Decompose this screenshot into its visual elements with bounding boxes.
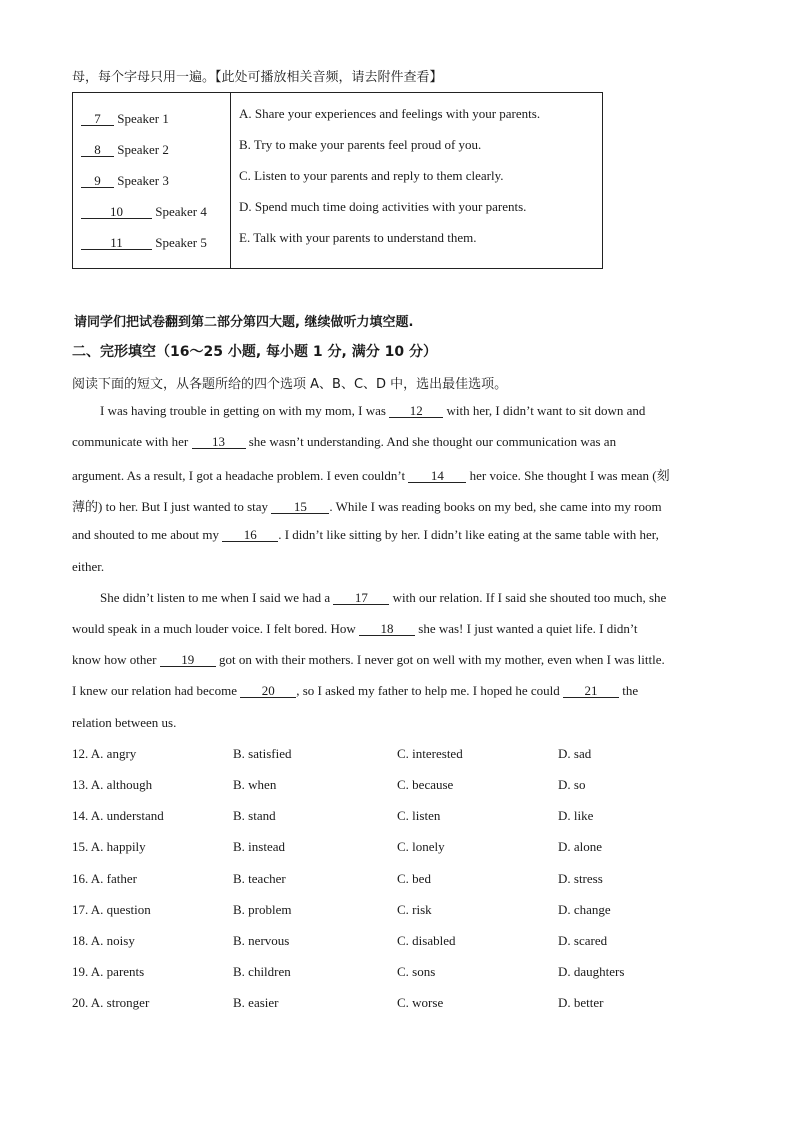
passage-line [100,403,645,419]
question-option: C. interested [397,746,463,761]
passage-text: she was! I just wanted a quiet life. I didn’t [415,621,638,636]
question-option: D. alone [558,839,603,854]
answer-blank: 8 [81,143,114,157]
passage-line [72,621,638,637]
passage-text: She didn’t listen to me when I said we had a [100,590,334,605]
passage-line [72,434,616,450]
speaker-label: Speaker 3 [117,173,169,188]
question-option: B. teacher [233,871,286,886]
passage-text: she wasn’t understanding. And she thought our communication was an [245,434,617,449]
blank-15: 15 [271,500,329,514]
passage-text: with our relation. If I said she shouted too much, she [389,590,667,605]
question-option: D. scared [558,933,608,948]
question-option: C. risk [397,902,432,917]
question-option: C. worse [397,995,444,1010]
blank-19: 19 [160,653,216,667]
option-c: C. Listen to your parents and reply to them clearly. [239,168,504,183]
speaker-row [81,204,207,220]
speaker-label: Speaker 2 [117,142,169,157]
speaker-row [81,142,169,158]
question-option: 12. A. angry [72,746,137,761]
listening-intro: 母，每个字母只用一遍。【此处可播放相关音频，请去附件查看】 [72,70,443,85]
question-option: B. satisfied [233,746,292,761]
question-option: D. daughters [558,964,625,979]
question-option: D. sad [558,746,592,761]
question-option: D. better [558,995,604,1010]
question-option: 13. A. although [72,777,153,792]
option-a: A. Share your experiences and feelings with your parents. [239,106,541,121]
question-option: B. when [233,777,277,792]
question-option: 18. A. noisy [72,933,135,948]
question-option: B. children [233,964,291,979]
passage-text: her voice. She thought I was mean (刻 [466,468,670,483]
passage-line [72,527,659,543]
passage-text: communicate with her [72,434,192,449]
option-b: B. Try to make your parents feel proud of you. [239,137,482,152]
question-option: C. sons [397,964,436,979]
passage-text: 薄的) to her. But I just wanted to stay [72,499,272,514]
question-option: 19. A. parents [72,964,145,979]
question-option: C. disabled [397,933,456,948]
blank-13: 13 [192,435,246,449]
speaker-row [81,111,169,127]
passage-text: I knew our relation had become [72,683,241,698]
blank-21: 21 [563,684,619,698]
answer-blank: 11 [81,236,152,250]
passage-text: would speak in a much louder voice. I felt bored. How [72,621,360,636]
passage-line [72,652,665,668]
blank-17: 17 [333,591,389,605]
speaker-row [81,173,169,189]
question-option: B. instead [233,839,285,854]
question-option: 17. A. question [72,902,151,917]
passage-text: I was having trouble in getting on with my mom, I was [100,403,390,418]
passage-text: . While I was reading books on my bed, she came into my room [329,499,662,514]
speaker-row [81,235,207,251]
question-option: 15. A. happily [72,839,146,854]
section-instruction: 阅读下面的短文，从各题所给的四个选项 A、B、C、D 中，选出最佳选项。 [72,377,508,392]
turn-page-notice: 请同学们把试卷翻到第二部分第四大题, 继续做听力填空题. [74,315,414,330]
passage-line [72,683,638,699]
question-option: C. bed [397,871,431,886]
passage-text: argument. As a result, I got a headache problem. I even couldn’t [72,468,409,483]
blank-20: 20 [240,684,296,698]
question-option: C. lonely [397,839,445,854]
speaker-label: Speaker 1 [117,111,169,126]
question-option: B. easier [233,995,279,1010]
answer-blank: 7 [81,112,114,126]
answer-blank: 10 [81,205,152,219]
table-divider [230,93,231,268]
passage-line [100,590,666,606]
section-title: 二、完形填空（16～25 小题, 每小题 1 分, 满分 10 分） [72,344,437,360]
passage-text: with her, I didn’t want to sit down and [443,403,646,418]
passage-text: . I didn’t like sitting by her. I didn’t like eating at the same table with her, [278,527,659,542]
passage-text: know how other [72,652,160,667]
blank-16: 16 [222,528,278,542]
question-option: B. problem [233,902,292,917]
blank-18: 18 [359,622,415,636]
speaker-label: Speaker 5 [155,235,207,250]
speaker-label: Speaker 4 [155,204,207,219]
passage-line [72,465,670,484]
passage-line: relation between us. [72,715,177,730]
question-option: C. listen [397,808,441,823]
question-option: D. so [558,777,586,792]
option-e: E. Talk with your parents to understand them. [239,230,477,245]
passage-text: and shouted to me about my [72,527,223,542]
question-option: D. stress [558,871,603,886]
question-option: 20. A. stronger [72,995,150,1010]
option-d: D. Spend much time doing activities with your parents. [239,199,527,214]
answer-blank: 9 [81,174,114,188]
matching-table [72,92,603,269]
blank-12: 12 [389,404,443,418]
passage-line: either. [72,559,105,574]
question-option: 14. A. understand [72,808,164,823]
question-option: D. change [558,902,611,917]
passage-text: the [619,683,639,698]
question-option: B. stand [233,808,276,823]
blank-14: 14 [408,469,466,483]
passage-text: , so I asked my father to help me. I hoped he could [296,683,564,698]
question-option: D. like [558,808,594,823]
question-option: 16. A. father [72,871,137,886]
passage-line [72,496,662,515]
passage-text: got on with their mothers. I never got on well with my mother, even when I was little. [215,652,665,667]
question-option: C. because [397,777,454,792]
question-option: B. nervous [233,933,290,948]
